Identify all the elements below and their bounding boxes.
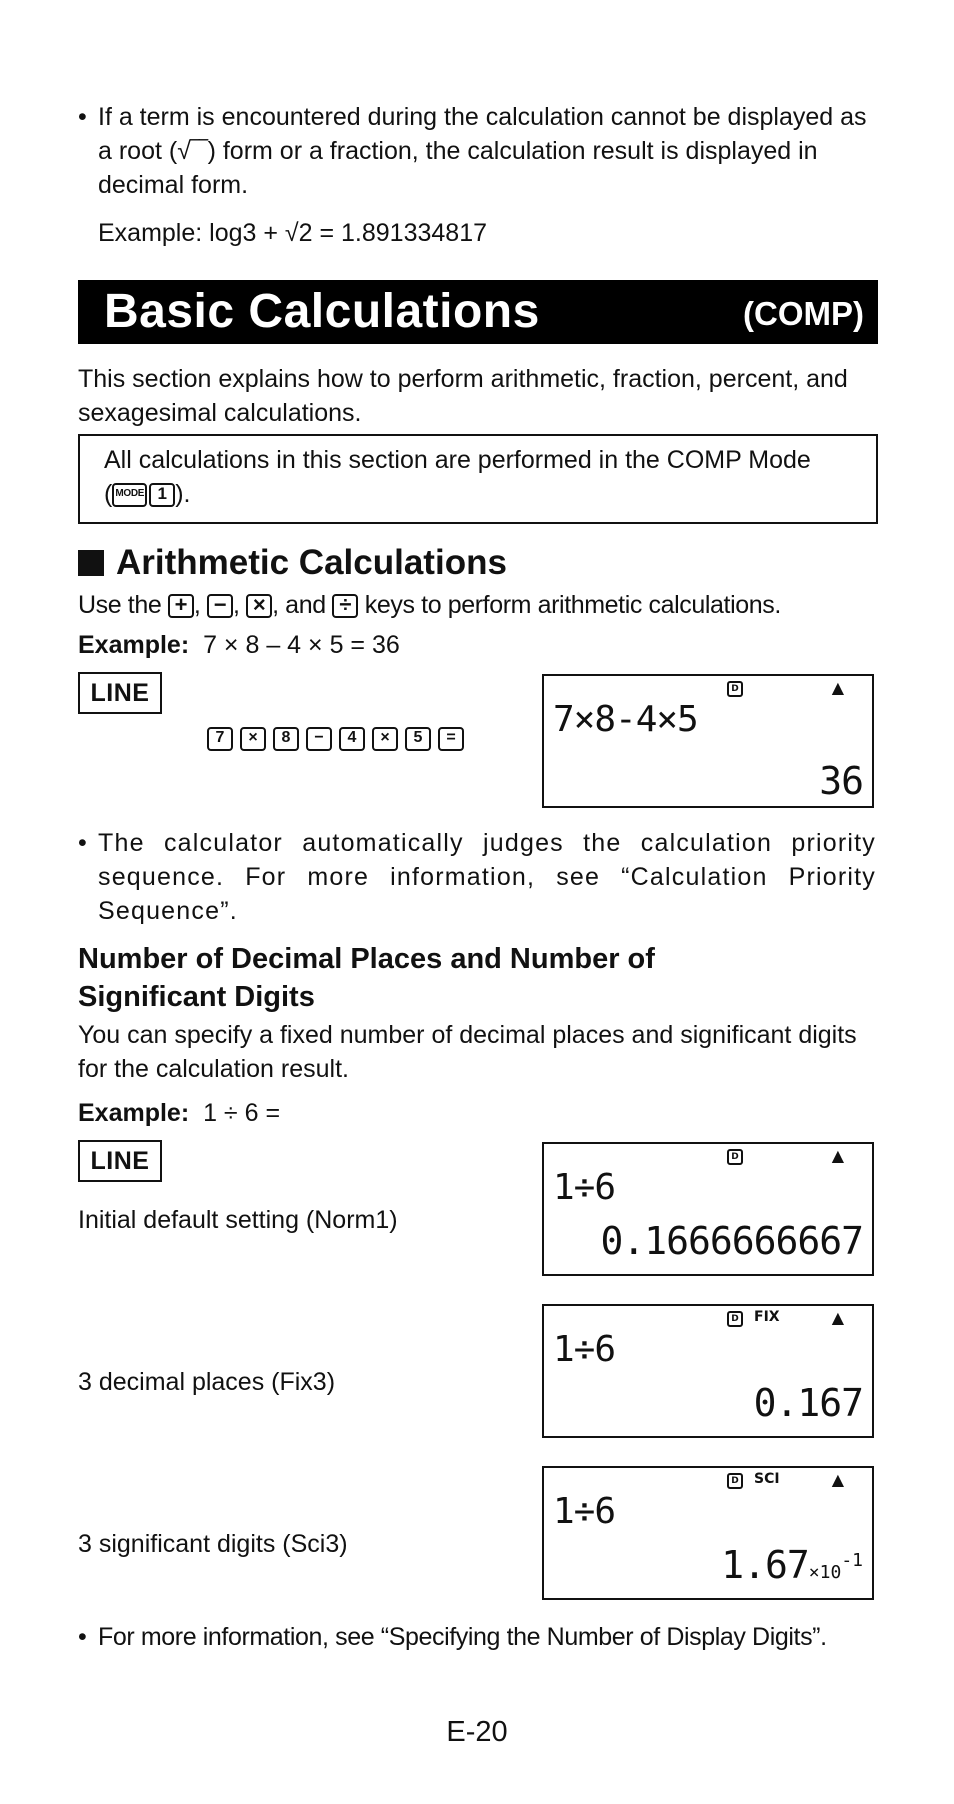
display-result <box>600 1218 863 1272</box>
result-value: 0.1666666667 <box>600 1219 863 1263</box>
example-expression: 7 × 8 – 4 × 5 = 36 <box>203 631 400 659</box>
arithmetic-heading <box>78 542 507 584</box>
key-equals: = <box>438 727 464 751</box>
display-expression: 1÷6 <box>553 1329 616 1370</box>
exponent: -1 <box>841 1550 863 1571</box>
intro-example: Example: log3 + √2 = 1.891334817 <box>98 219 488 247</box>
display-result <box>721 1538 863 1596</box>
mode-indicator: FIX <box>754 1309 780 1325</box>
display-result: 36 <box>819 759 863 803</box>
display-expression: 1÷6 <box>553 1491 616 1532</box>
note-close-paren: ). <box>175 480 191 508</box>
up-arrow-icon: ▲ <box>831 1308 844 1327</box>
result-value: 1.67 <box>721 1543 809 1587</box>
section-description: This section explains how to perform arithmetic, fraction, percent, and sexagesimal calculations. <box>78 365 848 427</box>
fix3-label: 3 decimal places (Fix3) <box>78 1368 336 1396</box>
display-expression: 7×8-4×5 <box>553 699 698 740</box>
key-5: 5 <box>405 727 431 751</box>
priority-note: The calculator automatically judges the calculation priority sequence. For more information, see “Calculation Priority Sequence”. <box>98 829 876 925</box>
example-label: Example: <box>78 631 190 659</box>
decimal-description: You can specify a fixed number of decimal places and significant digits for the calculation result. <box>78 1021 857 1083</box>
key-multiply: × <box>240 727 266 751</box>
exp-marker: ×10 <box>808 1562 842 1583</box>
key-7: 7 <box>207 727 233 751</box>
line-mode-tag: LINE <box>78 1140 162 1182</box>
degree-indicator: D <box>727 1311 743 1327</box>
calculator-display-fix3 <box>542 1304 874 1438</box>
mode-indicator: SCI <box>754 1471 780 1487</box>
divide-key: ÷ <box>332 594 358 618</box>
minus-key: − <box>207 594 233 618</box>
up-arrow-icon: ▲ <box>831 1146 844 1165</box>
degree-indicator: D <box>727 1149 743 1165</box>
key-multiply: × <box>372 727 398 751</box>
example-label: Example: <box>78 1099 190 1127</box>
multiply-key: × <box>246 594 272 618</box>
note-open-paren: ( <box>104 480 113 508</box>
mode-key: MODE <box>112 483 147 507</box>
example-expression: 1 ÷ 6 = <box>203 1099 281 1127</box>
square-bullet-icon <box>78 550 104 576</box>
bullet-marker: • <box>78 829 87 857</box>
and-text: , and <box>272 591 326 619</box>
sci3-label: 3 significant digits (Sci3) <box>78 1530 348 1558</box>
arithmetic-example <box>78 628 400 662</box>
display-expression: 1÷6 <box>553 1167 616 1208</box>
bullet-marker: • <box>78 1623 87 1651</box>
key-4: 4 <box>339 727 365 751</box>
decimal-heading: Number of Decimal Places and Number of Significant Digits <box>78 943 655 1013</box>
section-banner <box>78 280 878 344</box>
degree-indicator: D <box>727 681 743 697</box>
line-mode-tag: LINE <box>78 672 162 714</box>
key-minus: − <box>306 727 332 751</box>
calculator-display <box>542 674 874 808</box>
decimal-example <box>78 1096 280 1130</box>
calculator-display-norm1 <box>542 1142 874 1276</box>
degree-indicator: D <box>727 1473 743 1489</box>
up-arrow-icon: ▲ <box>831 1470 844 1489</box>
key-sequence <box>207 727 471 751</box>
key-8: 8 <box>273 727 299 751</box>
intro-paragraph: If a term is encountered during the calculation cannot be displayed as a root (√‾‾) form or a fraction, the calculation result is displayed in decimal form. <box>98 103 867 199</box>
key-1: 1 <box>149 483 175 507</box>
result-value: 0.167 <box>753 1381 863 1425</box>
keys-suffix-text: keys to perform arithmetic calculations. <box>364 591 781 619</box>
display-digits-note: For more information, see “Specifying the Number of Display Digits”. <box>98 1623 827 1651</box>
arithmetic-description: Use the + , − , × , and ÷ keys to perform arithmetic calculations. <box>78 591 781 619</box>
page-number: E-20 <box>446 1716 508 1748</box>
use-the-text: Use the <box>78 591 162 619</box>
bullet-marker: • <box>78 103 87 131</box>
arithmetic-heading-text: Arithmetic Calculations <box>116 543 507 582</box>
mode-note-box <box>78 434 878 524</box>
section-mode: (COMP) <box>743 295 864 332</box>
calculator-display-sci3 <box>542 1466 874 1600</box>
plus-key: + <box>168 594 194 618</box>
up-arrow-icon: ▲ <box>831 678 844 697</box>
display-result <box>754 1380 863 1434</box>
norm1-label: Initial default setting (Norm1) <box>78 1206 398 1234</box>
note-text: All calculations in this section are performed in the COMP Mode <box>104 446 811 474</box>
section-title: Basic Calculations <box>104 285 540 338</box>
